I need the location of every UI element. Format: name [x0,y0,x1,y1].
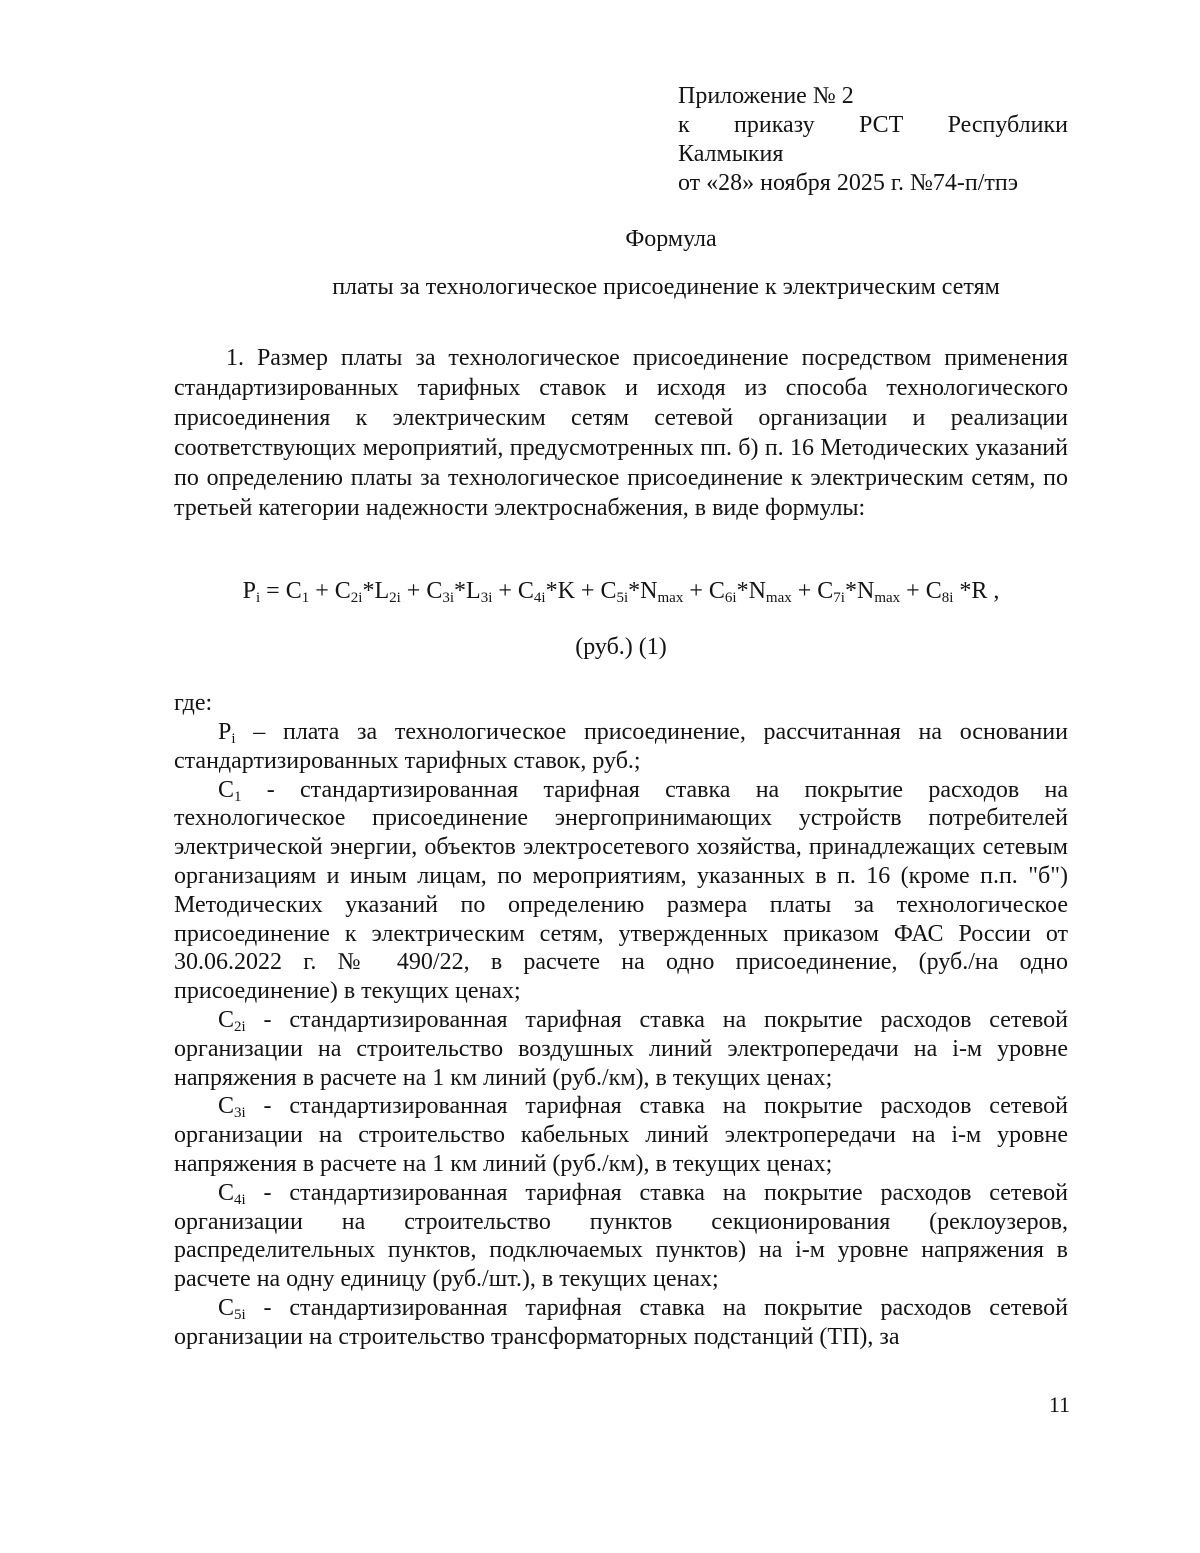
order-word-2: приказу [734,112,815,138]
formula-operator: + [400,578,427,604]
definition-item [174,1006,1068,1092]
formula-symbol-index: 1 [301,590,310,606]
definition-item [174,1092,1068,1178]
definition-symbol-index: 5i [234,1306,246,1323]
formula-symbol-index: 4i [533,590,546,606]
formula-operator: * [362,578,375,604]
formula-symbol [286,578,310,604]
definition-symbol: C [218,1006,235,1033]
definition-symbol-index: 3i [234,1105,246,1122]
formula-symbol-index: 6i [724,590,737,606]
formula-symbol-base: C [925,578,942,604]
formula-symbol [640,578,683,604]
definition-text: - стандартизированная тарифная ставка на покрытие расходов сетевой организации на строительство воздушных линий электропередачи на i-м уровне напряжения в расчете на 1 км линий (руб./км), в текущих ценах; [174,1006,1068,1091]
paragraph-1: 1. Размер платы за технологическое присоединение посредством применения стандартизированных тарифных ставок и исходя из способа технологического присоединения к электрическим сетям сетевой организации и реализации соответствующих мероприятий, предусмотренных пп. б) п. 16 Методических указаний по определению платы за технологическое присоединение к электрическим сетям, по третьей категории надежности электроснабжения, в виде формулы: [174,345,1068,521]
order-word-4: Республики [947,112,1068,138]
definition-symbol: C [218,776,235,803]
formula-symbol-base: C [285,578,302,604]
formula-symbol [926,578,954,604]
formula-operator: * [628,578,641,604]
formula-operator: * [844,578,857,604]
formula-symbol-index: 3i [442,590,455,606]
formula-symbol [709,578,737,604]
formula-symbol-index: 8i [941,590,954,606]
formula-symbol-index: 3i [480,590,493,606]
formula-operator: + [492,578,518,604]
definition-item [174,718,1068,776]
definition-symbol: C [218,1093,235,1120]
formula-symbol [518,578,546,604]
definition-item [174,1294,1068,1352]
formula-symbol-base: C [517,578,534,604]
formula-symbol-base: C [600,578,617,604]
order-reference [678,111,1068,140]
region-name: Калмыкия [678,141,784,167]
formula-symbol-index: 2i [350,590,363,606]
formula-operator: + [309,578,335,604]
formula-symbol-index: 2i [389,590,401,606]
definition-symbol-index: 4i [234,1191,246,1208]
formula-symbol [749,578,792,604]
definitions-list [174,718,1068,1352]
order-date: от «28» ноября 2025 г. №74-п/тпэ [678,170,1019,196]
definition-item [174,1179,1068,1294]
formula-operator: + [683,578,709,604]
appendix-number: Приложение № 2 [678,83,854,109]
formula-symbol-index: i [255,590,261,606]
formula-symbol [817,578,845,604]
formula-operator: + [791,578,818,604]
definition-symbol: C [218,1294,235,1321]
order-word-3: РСТ [858,112,904,138]
formula-operator: + [900,578,926,604]
formula-symbol [600,578,628,604]
document-subheading: платы за технологическое присоединение к электрическим сетям [332,274,1000,300]
approval-block [678,82,1068,198]
formula-operator: *R , [953,578,1000,604]
definition-text: - стандартизированная тарифная ставка на покрытие расходов на технологическое присоединение энергопринимающих устройств потребителей электрической энергии, объектов электросетевого хозяйства, принадлежащих сетевым организациям и иным лицам, по мероприятиям, указанных в п. 16 (кроме п.п. "б") Методических указаний по определению размера платы за технологическое присоединение к электрическим сетям, утвержденных приказом ФАС России от 30.06.2022 г. № 490/22, в расчете на одно присоединение, (руб./на одно присоединение) в текущих ценах; [174,776,1068,1005]
formula-symbol-base: C [708,578,725,604]
formula-symbol-base: C [426,578,443,604]
formula-symbol-base: C [334,578,351,604]
document-heading: Формула [625,226,717,252]
definition-item [174,776,1068,1006]
formula-operator: *K + [545,578,601,604]
definition-text: – плата за технологическое присоединение, рассчитанная на основании стандартизированных тарифных ставок, руб.; [174,719,1068,774]
formula-symbol-base: N [856,578,875,604]
formula-symbol-index: max [765,590,792,606]
definition-text: - стандартизированная тарифная ставка на покрытие расходов сетевой организации на строительство пунктов секционирования (реклоузеров, распределительных пунктов, подключаемых пунктов) на i-м уровне напряжения в расчете на одну единицу (руб./шт.), в текущих ценах; [174,1179,1068,1293]
formula-symbol-base: L [374,578,390,604]
formula-symbol [335,578,363,604]
formula-symbol-index: 7i [833,590,845,606]
formula-symbol [426,578,454,604]
definition-symbol-index: i [231,731,236,747]
formula-symbol-base: C [817,578,834,604]
formula-symbol [374,578,400,604]
formula-symbol-base: L [466,578,481,604]
formula-symbol [857,578,900,604]
order-word-1: к [678,112,690,138]
definition-text: - стандартизированная тарифная ставка на покрытие расходов сетевой организации на строительство кабельных линий электропередачи на i-м уровне напряжения в расчете на 1 км линий (руб./км), в текущих ценах; [174,1093,1068,1177]
definition-symbol-index: 1 [234,788,242,805]
formula-operator: = [260,578,286,604]
formula-symbol-base: N [748,578,766,604]
definition-symbol: P [218,719,232,745]
formula [174,578,1068,607]
definition-symbol-index: 2i [234,1018,246,1035]
formula-operator: * [454,578,467,604]
formula-number: (руб.) (1) [575,634,667,660]
formula-symbol [466,578,492,604]
formula-symbol-index: max [657,590,684,606]
formula-symbol-index: 5i [616,590,629,606]
formula-symbol-base: N [640,578,658,604]
page-number: 11 [1048,1392,1070,1417]
definition-symbol: C [218,1179,235,1206]
where-label: где: [174,690,213,716]
formula-operator: * [736,578,749,604]
formula-symbol-base: P [242,578,256,604]
formula-symbol [243,578,261,604]
formula-symbol-index: max [874,590,901,606]
definition-text: - стандартизированная тарифная ставка на покрытие расходов сетевой организации на строительство трансформаторных подстанций (ТП), за [174,1294,1068,1350]
